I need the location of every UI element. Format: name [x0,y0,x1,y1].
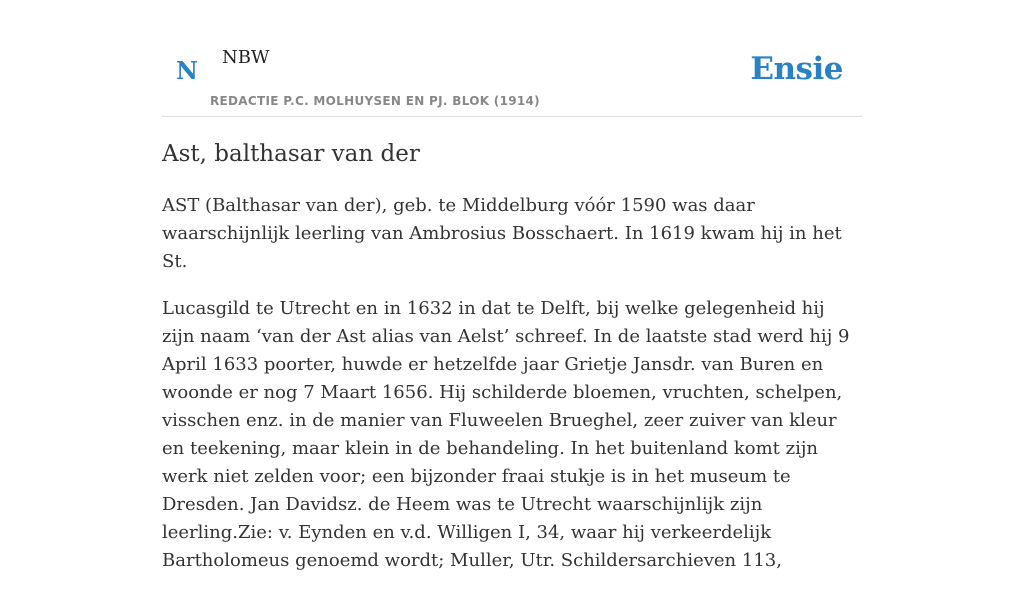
ensie-brand-logo[interactable]: Ensie [750,51,843,87]
source-logo[interactable]: N [176,56,198,85]
article-paragraph-2: Lucasgild te Utrecht en in 1632 in dat te Delft, bij welke gelegenheid hij zijn naam ‘van der Ast alias van Aelst’ schreef. In de laatste stad werd hij 9 April 1633 poorter, huwde er hetzelfde jaar Grietje Jansdr. van Buren en woonde er nog 7 Maart 1656. Hij schilderde bloemen, vruchten, schelpen, visschen enz. in de manier van Fluweelen Brueghel, zeer zuiver van kleur en teekening, maar klein in de behandeling. In het buitenland komt zijn werk niet zelden voor; een bijzonder fraai stukje is in het museum te Dresden. Jan Davidsz. de Heem was te Utrecht waarschijnlijk zijn leerling.Zie: v. Eynden en v.d. Willigen I, 34, waar hij verkeerdelijk Bartholomeus genoemd wordt; Muller, Utr. Schildersarchieven 113, [162,298,850,571]
article-title: Ast, balthasar van der [162,141,420,167]
source-name-link[interactable]: NBW [222,47,270,68]
article-body [162,192,862,594]
source-editor: REDACTIE P.C. MOLHUYSEN EN PJ. BLOK (1914) [210,94,540,108]
article-paragraph-1: AST (Balthasar van der), geb. te Middelburg vóór 1590 was daar waarschijnlijk leerling van Ambrosius Bosschaert. In 1619 kwam hij in het St. [162,195,842,272]
source-header [162,0,862,117]
